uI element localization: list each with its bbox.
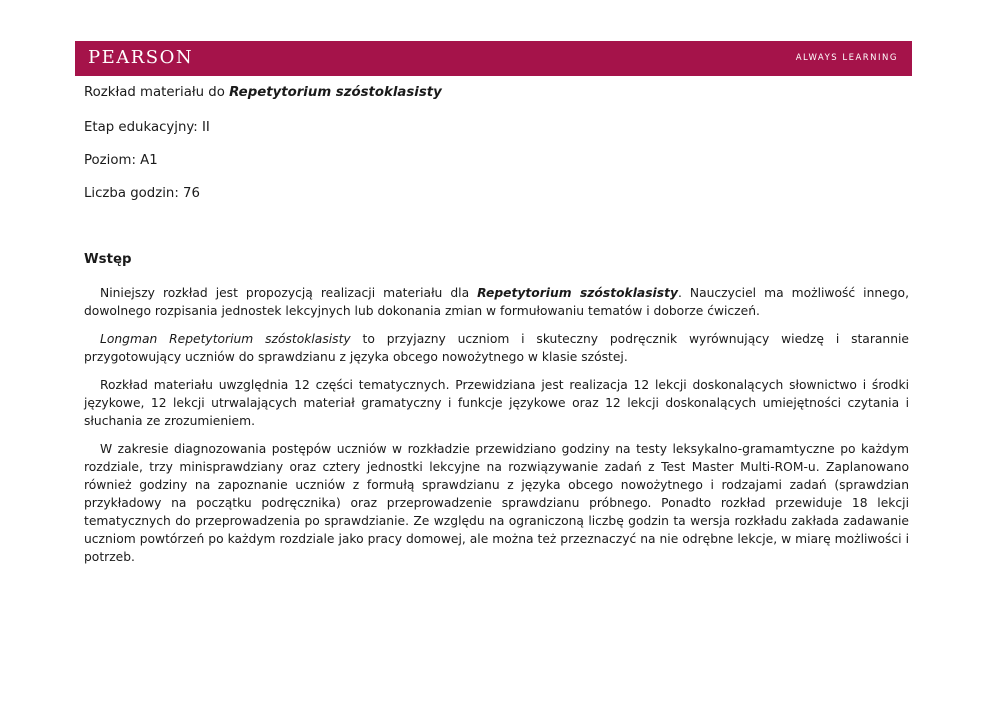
title-book-name: Repetytorium szóstoklasisty xyxy=(229,85,442,100)
section-heading: Wstęp xyxy=(84,252,132,267)
p2-text: to przyjazny uczniom i skuteczny podręcznik wyrównujący wiedzę i starannie przygotowujący uczniów do sprawdzianu z języka obcego nowożytnego w klasie szóstej. xyxy=(84,332,909,364)
paragraph-4: W zakresie diagnozowania postępów uczniów w rozkładzie przewidziano godziny na testy leksykalno-gramamtyczne po każdym rozdziale, trzy minisprawdziany oraz cztery jednostki lekcyjne na rozwiązywanie zadań z Test Master Multi-ROM-u. Zaplanowano również godziny na zapoznanie uczniów z formułą sprawdzianu z języka obcego nowożytnego i rodzajami zadań (sprawdzian przykładowy na początku podręcznika) oraz przeprowadzenie sprawdzianu próbnego. Ponadto rozkład przewiduje 18 lekcji tematycznych do przeprowadzenia po sprawdzianie. Ze względu na ograniczoną liczbę godzin ta wersja rozkładu zakłada zadawanie uczniom powtórzeń po każdym rozdziale jako pracy domowej, ale można też przeznaczyć na nie odrębne lekcje, w miarę możliwości i potrzeb. xyxy=(84,442,909,564)
title-prefix: Rozkład materiału do xyxy=(84,85,230,100)
p2-book-name: Longman Repetytorium szóstoklasisty xyxy=(100,332,351,346)
document-title xyxy=(84,85,442,101)
education-stage: Etap edukacyjny: II xyxy=(84,120,210,135)
paragraph-1 xyxy=(84,284,909,320)
p1-text-c: . Nauczyciel ma możliwość innego, dowolnego rozpisania jednostek lekcyjnych lub dokonania zmian w formułowaniu tematów i doborze ćwiczeń. xyxy=(84,286,909,318)
header-banner xyxy=(75,41,912,76)
p1-text-a: Niniejszy rozkład jest propozycją realizacji materiału dla xyxy=(100,286,478,300)
brand-tagline: ALWAYS LEARNING xyxy=(795,53,898,63)
intro-body xyxy=(84,284,909,576)
level-info: Poziom: A1 xyxy=(84,153,158,168)
hours-info: Liczba godzin: 76 xyxy=(84,186,200,201)
brand-logo: PEARSON xyxy=(88,47,194,68)
p1-book-name: Repetytorium szóstoklasisty xyxy=(477,286,678,300)
paragraph-2 xyxy=(84,330,909,366)
paragraph-3: Rozkład materiału uwzględnia 12 części tematycznych. Przewidziana jest realizacja 12 lekcji doskonalących słownictwo i środki językowe, 12 lekcji utrwalających materiał gramatyczny i funkcje językowe oraz 12 lekcji doskonalących umiejętności czytania i słuchania ze zrozumieniem. xyxy=(84,378,909,428)
